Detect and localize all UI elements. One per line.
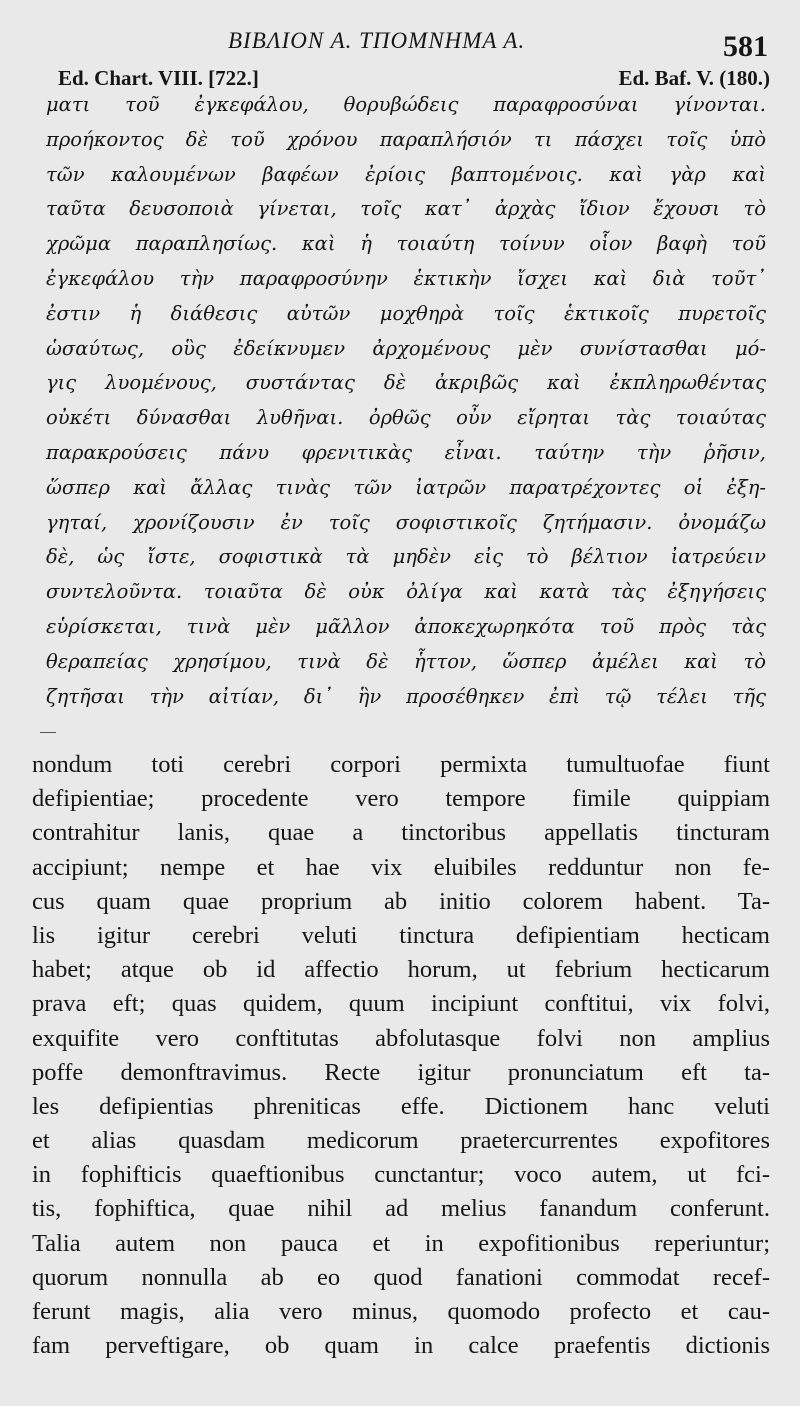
- greek-line: θεραπείας χρησίμου, τινὰ δὲ ἧττον, ὥσπερ ἀμέλει καὶ τὸ: [46, 649, 766, 673]
- latin-line: nondum toti cerebri corpori permixta tumultuofae fiunt: [32, 751, 770, 778]
- greek-line: γηταί, χρονίζουσιν ἐν τοῖς σοφιστικοῖς ζητήμασιν. ὀνομάζω: [46, 510, 766, 534]
- latin-line: tis, fophiftica, quae nihil ad melius fanandum conferunt.: [32, 1195, 770, 1223]
- greek-line: παρακρούσεις πάνυ φρενιτικὰς εἶναι. ταύτην τὴν ῥῆσιν,: [46, 440, 766, 464]
- latin-line: Talia autem non pauca et in expofitionibus reperiuntur;: [32, 1229, 770, 1257]
- greek-line: ζητῆσαι τὴν αἰτίαν, δι᾽ ἣν προσέθηκεν ἐπὶ τῷ τέλει τῆς: [46, 684, 766, 708]
- greek-line: οὐκέτι δύνασθαι λυθῆναι. ὀρθῶς οὖν εἴρηται τὰς τοιαύτας: [46, 406, 766, 430]
- latin-line: habet; atque ob id affectio horum, ut febrium hecticarum: [32, 956, 770, 984]
- latin-line: contrahitur lanis, quae a tinctoribus appellatis tincturam: [32, 819, 770, 847]
- latin-line: cus quam quae proprium ab initio colorem habent. Ta-: [32, 887, 770, 915]
- greek-line: χρῶμα παραπλησίως. καὶ ἡ τοιαύτη τοίνυν οἷον βαφὴ τοῦ: [46, 232, 766, 256]
- running-head: [0, 28, 800, 62]
- greek-line: συντελοῦντα. τοιαῦτα δὲ οὐκ ὀλίγα καὶ κατὰ τὰς ἐξηγήσεις: [46, 580, 766, 604]
- greek-text-block: [46, 88, 766, 714]
- section-divider: [40, 732, 56, 733]
- latin-line: fam perveftigare, ob quam in calce praefentis dictionis: [32, 1332, 770, 1360]
- greek-line: δὲ, ὡς ἴστε, σοφιστικὰ τὰ μηδὲν εἰς τὸ βέλτιον ἰατρεύειν: [46, 545, 766, 569]
- edition-basel: Ed. Baf. V. (180.): [618, 66, 770, 90]
- latin-text-block: [32, 748, 770, 1363]
- edition-chartier: Ed. Chart. VIII. [722.]: [58, 66, 259, 90]
- greek-line: ἐγκεφάλου τὴν παραφροσύνην ἑκτικὴν ἴσχει καὶ διὰ τοῦτ᾽: [46, 266, 766, 290]
- greek-line: ὡσαύτως, οὓς ἐδείκνυμεν ἀρχομένους μὲν συνίστασθαι μό-: [46, 336, 766, 360]
- latin-line: les defipientias phreniticas effe. Dictionem hanc veluti: [32, 1092, 770, 1120]
- running-title: ΒΙΒΛΙΟΝ Α. ΤΠΟΜΝΗΜΑ Α.: [228, 28, 526, 53]
- latin-line: prava eft; quas quidem, quum incipiunt conftitui, vix folvi,: [32, 990, 770, 1018]
- latin-line: lis igitur cerebri veluti tinctura defipientiam hecticam: [32, 921, 770, 949]
- greek-line: ἐστιν ἡ διάθεσις αὐτῶν μοχθηρὰ τοῖς ἑκτικοῖς πυρετοῖς: [46, 301, 766, 325]
- greek-line: τῶν καλουμένων βαφέων ἐρίοις βαπτομένοις. καὶ γὰρ καὶ: [46, 162, 766, 186]
- greek-line: ὥσπερ καὶ ἄλλας τινὰς τῶν ἰατρῶν παρατρέχοντες οἱ ἐξη-: [46, 475, 766, 499]
- greek-line: εὑρίσκεται, τινὰ μὲν μᾶλλον ἀποκεχωρηκότα τοῦ πρὸς τὰς: [46, 614, 766, 638]
- latin-line: quorum nonnulla ab eo quod fanationi commodat recef-: [32, 1263, 770, 1291]
- greek-line: ταῦτα δευσοποιὰ γίνεται, τοῖς κατ᾽ ἀρχὰς ἴδιον ἔχουσι τὸ: [46, 197, 766, 221]
- latin-line: poffe demonftravimus. Recte igitur pronunciatum eft ta-: [32, 1058, 770, 1086]
- latin-line: et alias quasdam medicorum praetercurrentes expofitores: [32, 1127, 770, 1155]
- latin-line: exquifite vero conftitutas abfolutasque folvi non amplius: [32, 1024, 770, 1052]
- greek-line: προήκοντος δὲ τοῦ χρόνου παραπλήσιόν τι πάσχει τοῖς ὑπὸ: [46, 127, 766, 151]
- page-number: 581: [723, 30, 768, 63]
- latin-line: defipientiae; procedente vero tempore fimile quippiam: [32, 785, 770, 813]
- greek-line: γις λυομένους, συστάντας δὲ ἀκριβῶς καὶ ἐκπληρωθέντας: [46, 371, 766, 395]
- greek-line: ματι τοῦ ἐγκεφάλου, θορυβώδεις παραφροσύναι γίνονται.: [46, 93, 766, 116]
- latin-line: ferunt magis, alia vero minus, quomodo profecto et cau-: [32, 1298, 770, 1325]
- latin-line: accipiunt; nempe et hae vix eluibiles redduntur non fe-: [32, 853, 770, 881]
- latin-line: in fophifticis quaeftionibus cunctantur; voco autem, ut fci-: [32, 1161, 770, 1189]
